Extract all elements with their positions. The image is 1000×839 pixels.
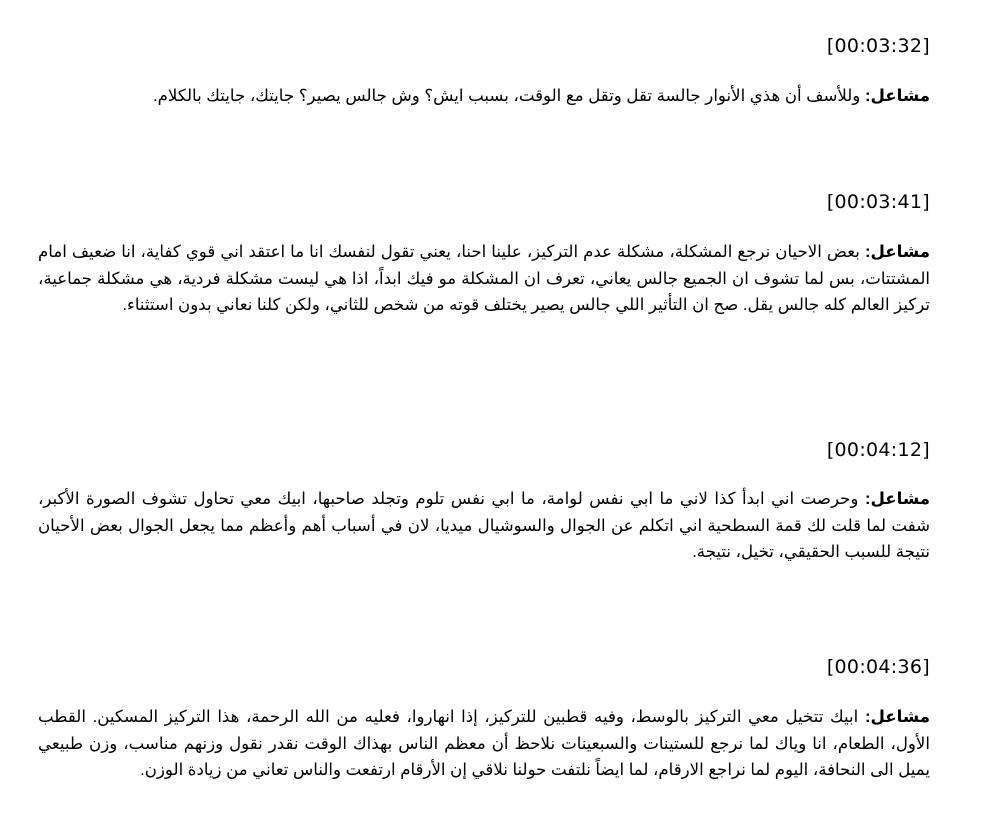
timestamp: [00:04:12] [826, 439, 930, 461]
transcript-paragraph [38, 704, 930, 784]
timestamp: [00:04:36] [826, 656, 930, 678]
speaker-label: مشاعل: [864, 707, 930, 726]
paragraph-text: ابيك تتخيل معي التركيز بالوسط، وفيه قطبين للتركيز، إذا انهاروا، فعليه من الله الرحمة، هذا التركيز المسكين. القطب الأول، الطعام، انا وياك لما نرجع للستينات والسبعينات نلاحظ أن معظم الناس بهذاك الوقت نقدر نقول وزنهم مناسب، وزن طبيعي يميل الى النحافة، اليوم لما نراجع الارقام، لما ايضاً نلتفت حولنا نلاقي إن الأرقام ارتفعت والناس تعاني من زيادة الوزن. [38, 707, 930, 779]
speaker-label: مشاعل: [864, 489, 930, 508]
transcript-paragraph [38, 239, 930, 319]
paragraph-text: وحرصت اني ابدأ كذا لاني ما ابي نفس لوامة، ما ابي نفس تلوم وتجلد صاحبها، ابيك معي تحاول تشوف الصورة الأكبر، شفت لما قلت لك قمة السطحية اني اتكلم عن الجوال والسوشيال ميديا، لان في أسباب أهم وأعظم مما يجعل الجوال بعض الأحيان نتيجة للسبب الحقيقي، تخيل، نتيجة. [38, 489, 930, 561]
transcript-paragraph [38, 83, 930, 110]
speaker-label: مشاعل: [864, 242, 930, 261]
timestamp: [00:03:41] [826, 191, 930, 213]
paragraph-text: وللأسف أن هذي الأنوار جالسة تقل وتقل مع الوقت، بسبب ايش؟ وش جالس يصير؟ جايتك، جايتك بالكلام. [153, 86, 865, 105]
timestamp: [00:03:32] [826, 35, 930, 57]
speaker-label: مشاعل: [864, 86, 930, 105]
paragraph-text: بعض الاحيان نرجع المشكلة، مشكلة عدم التركيز، علينا احنا، يعني تقول لنفسك انا ما اعتقد اني قوي كفاية، انا ضعيف امام المشتتات، بس لما تشوف ان الجميع جالس يعاني، تعرف ان المشكلة مو فيك ابداً، اذا هي ليست مشكلة فردية، هي مشكلة جماعية، تركيز العالم كله جالس يقل. صح ان التأثير اللي جالس يصير يختلف قوته من شخص للثاني، ولكن كلنا نعاني بدون استثناء. [38, 242, 930, 314]
transcript-paragraph [38, 486, 930, 566]
